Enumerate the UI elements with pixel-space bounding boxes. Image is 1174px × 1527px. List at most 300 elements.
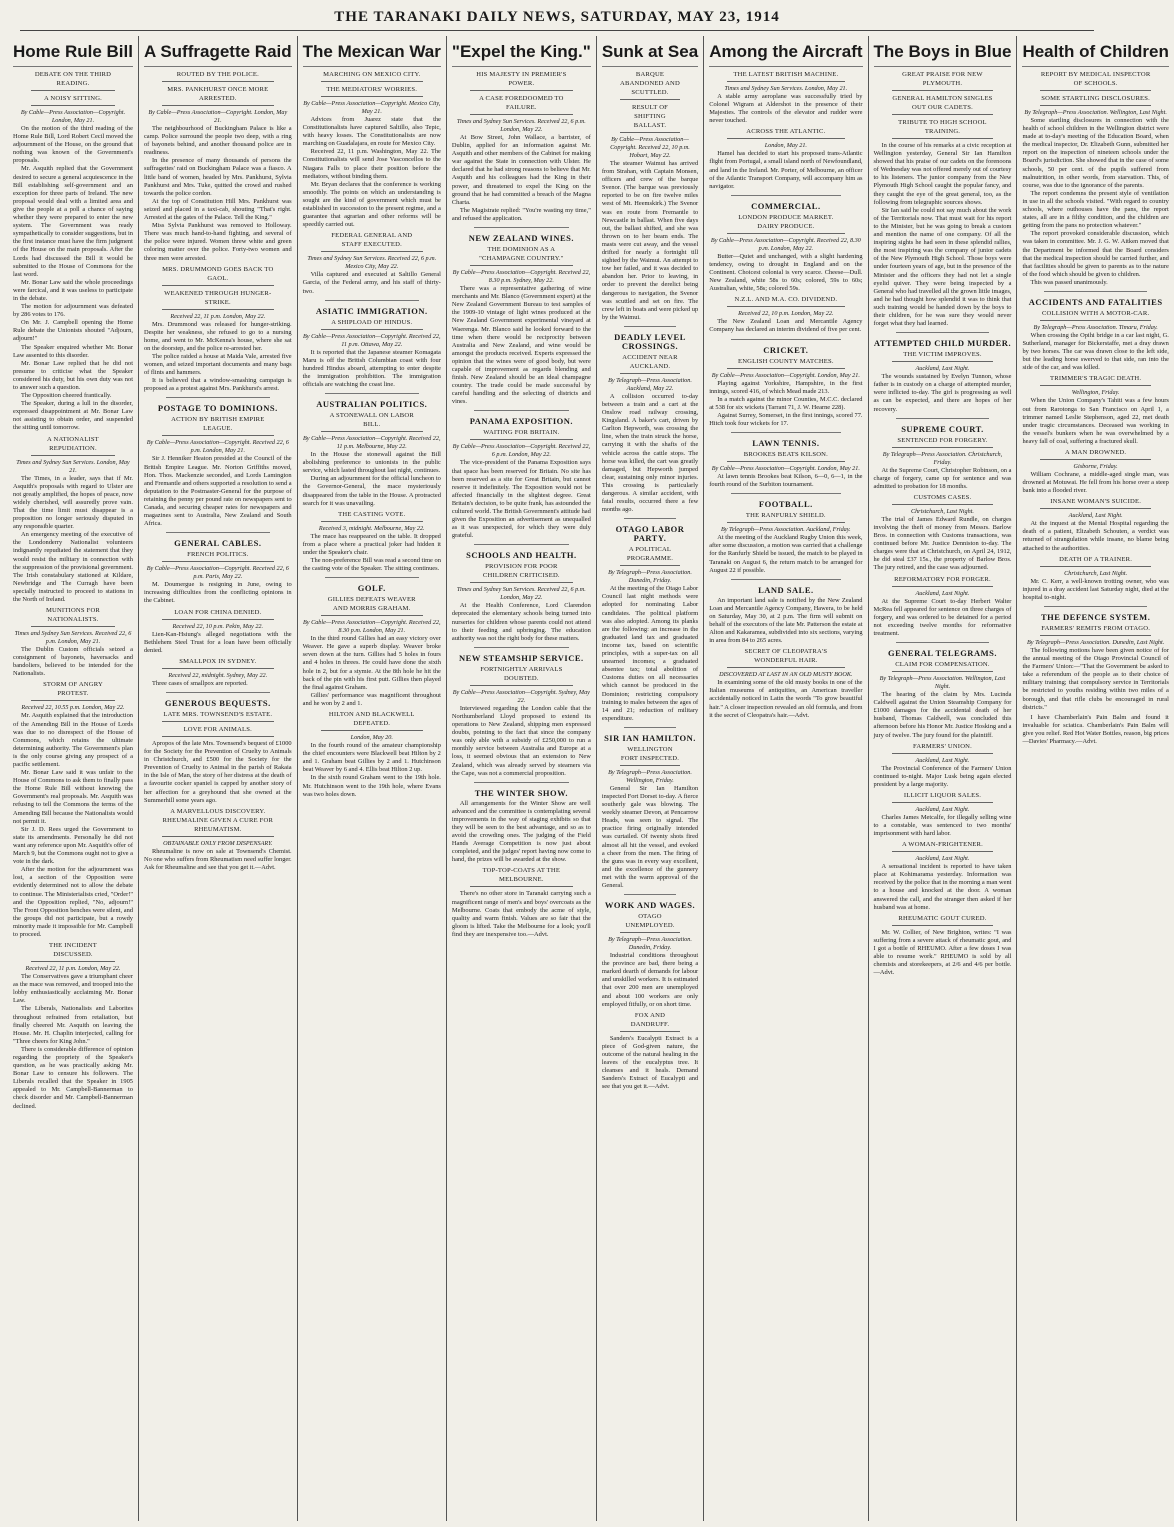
dateline: Received 22, 10 p.m. London, May 22. [738, 310, 834, 318]
dateline: By Cable—Press Association—Copyright. Received 22, 6 p.m. Paris, May 22. [146, 565, 289, 581]
article [602, 70, 698, 100]
article [303, 300, 441, 316]
article-paragraph: Mrs. Drummond was released for hunger-striking. Despite her weakness, she refused to go to a nursing home, and went to Mr. McKenna's house, where she sat on the doorstep, and the police re-arrested her. [143, 320, 292, 352]
dateline: Auckland, Last Night. [915, 805, 970, 813]
dateline: Auckland, Last Night. [915, 855, 970, 863]
article-paragraph: Sir J. D. Rees urged the Government to state its amendments. Personally he did not want any reference upon Mr. Asquith's offer of March 9, but the Commons ought not to give a vote in the dark. [13, 825, 133, 866]
article-divider [731, 432, 840, 433]
article-paragraph: The motion for adjournment was defeated by 286 votes to 176. [13, 303, 133, 319]
article-paragraph: At the Supreme Court, Christopher Robinson, on a charge of forgery, came up for sentence and was admitted to probation for 18 months. [873, 466, 1012, 490]
article-paragraph: The Provincial Conference of the Farmers' Union continued to-night. Major Lusk being again elected president by a large majority. [873, 764, 1012, 788]
article [709, 213, 862, 293]
article-paragraph: On the motion of the third reading of the Home Rule Bill, Lord Robert Cecil moved the adjournment of the House, on the ground that nothing was known of the Government's proposals. [13, 125, 133, 165]
article-subheading: LONDON PRODUCE MARKET. DAIRY PRODUCE. [727, 213, 844, 234]
article [874, 118, 1012, 328]
article-subheading: FARMERS' REMITS FROM OTAGO. [1040, 624, 1150, 636]
article [452, 94, 591, 223]
article-subheading: A NOISY SITTING. [31, 94, 115, 106]
article-headline: LAWN TENNIS. [752, 438, 820, 449]
article-paragraph: There's no other store in Taranaki carrying such a magnificent range of men's and boys' overcoats as the Melbourne. Coats that embody the acme of style, quality and warm finish. Values are so fair that the gloom is lifted. Take the Melbourne for a look; you'll find they are inexpensive too.—Advt. [451, 890, 591, 938]
article [13, 94, 133, 433]
dateline: Times and Sydney Sun Services. Received 22, 6 p.m. London, May 22. [456, 586, 586, 602]
article [874, 493, 1012, 573]
article-subheading: THE MEDIATORS' WORRIES. [321, 85, 423, 97]
article-paragraph: The vice-president of the Panama Exposition says that space has been reserved for Britain. No site has been reserved as a site for Great Britain, but cannot reserve it indefinitely. The Exposition would not be affected financially in the slightest degree. Great Britain's decision, to be quite frank, has astounded the cultured world. The British Government's attitude had given the Exposition an advertisement as unequalled as it was unexpected, for which they were duly grateful. [451, 459, 591, 540]
article [303, 710, 441, 799]
article-divider [896, 332, 990, 333]
article-paragraph: A stable army aeroplane was successfully tried by Colonel Wigram at Aldershot in the presence of their Majesties. The controls of the elevator and rudder were never touched. [709, 93, 863, 125]
article-subheading: GREAT PRAISE FOR NEW PLYMOUTH. [892, 70, 994, 91]
article-subheading: GENERAL HAMILTON SINGLES OUT OUR CADETS. [892, 94, 994, 115]
article-paragraph: Mr. Bonar Law replied that he did not presume to criticise what the Speaker considered his duty, but his own duty was not to answer such a question. [13, 359, 133, 391]
column [597, 36, 704, 1521]
dateline: Christchurch, Last Night. [1064, 569, 1128, 577]
article-paragraph: During an adjournment for the official luncheon to the Governor-General, the mace mysteriously disappeared from the table in the House. A protracted search for it was unavailing. [302, 475, 441, 507]
article-headline: ATTEMPTED CHILD MURDER. [873, 338, 1012, 349]
article [144, 415, 292, 528]
article-headline: WORK AND WAGES. [604, 900, 696, 911]
article-subheading: MRS. DRUMMOND GOES BACK TO GAOL. [162, 265, 274, 286]
article-paragraph: General Sir Ian Hamilton inspected Fort Dorset to-day. A fierce southerly gale was blowing. The weekly steamer Devon, at Pencarrow Heads, was seen to signal. The practice firing originally intended was curtailed. Of twenty shots fired almost all hit the vessel, and evoked a cheer from the men. The firing of the guns was in every way excellent, and the excellence of the gunnery met with the warm approval of the General. [601, 784, 699, 889]
dateline: By Cable—Press Association—Copyright. Received 22, 8.30 p.m. London, May 21. [303, 619, 441, 635]
article-headline: POSTAGE TO DOMINIONS. [157, 403, 278, 414]
article [602, 353, 698, 514]
article-headline: LAND SALE. [758, 584, 814, 595]
article-subheading: MUNITIONS FOR NATIONALISTS. [31, 606, 115, 627]
article [144, 657, 292, 688]
article [874, 840, 1012, 912]
article-paragraph: At lawn tennis Brookes beat Kilson, 6—0, 6—1, in the fourth round of the Surbiton tournament. [709, 473, 863, 489]
article-subheading: A SHIPLOAD OF HINDUS. [321, 318, 423, 330]
article [602, 545, 698, 723]
article-divider [166, 397, 270, 398]
article-headline: COMMERCIAL. [751, 200, 821, 211]
article-subheading: A NATIONALIST REPUDIATION. [31, 435, 115, 456]
article-headline: SCHOOLS AND HEALTH. [466, 550, 577, 561]
article-paragraph: On Mr. J. Campbell opening the Home Rule debate the Unionists shouted "Adjourn, adjourn!" [13, 319, 133, 343]
article [452, 647, 591, 663]
article-subheading: HIS MAJESTY IN PREMIER'S POWER. [470, 70, 573, 91]
article [13, 435, 133, 605]
dateline: By Cable—Press Association—Copyright. Sydney, May 22. [452, 688, 590, 704]
article-headline: PANAMA EXPOSITION. [469, 416, 573, 427]
article-divider [624, 326, 676, 327]
article [144, 532, 292, 548]
article [602, 894, 698, 910]
article-subheading: A MARVELLOUS DISCOVERY. RHEUMALINE GIVEN A CURE FOR RHEUMATISM. [162, 807, 274, 837]
article-subheading: MARCHING ON MEXICO CITY. [321, 70, 423, 82]
dateline: Times and Sydney Sun Services. London, May 21. [724, 85, 848, 92]
article [874, 70, 1012, 91]
article [452, 782, 591, 798]
column [869, 36, 1018, 1521]
article-subheading: SMALLPOX IN SYDNEY. [162, 657, 274, 669]
article [1022, 714, 1168, 746]
article-paragraph: Butter—Quiet and unchanged, with a slight hardening tendency, owing to drought in England and on the Continent. Choicest colonial is very scarce. Cheese—Dull. New Zealand, white 58s to 60s; colored, 59s to 60s; Australian, white, 58s; colored 59s. [709, 252, 863, 293]
article [144, 608, 292, 655]
article-headline: GENEROUS BEQUESTS. [164, 697, 271, 708]
article-paragraph: Mr. C. Kerr, a well-known trotting owner, who was injured in a dray accident last Saturday night, died at the hospital to-night. [1022, 577, 1169, 601]
dateline: By Telegraph—Press Association. Auckland, Friday. [720, 526, 851, 534]
article-paragraph: Industrial conditions throughout the province are bad, there being a marked dearth of demands for labour and unskilled workers. It is estimated that over 200 men are unemployed and about 100 workers are only employed fitfully, or on short time. [601, 952, 699, 1008]
article-headline: FOOTBALL. [758, 499, 813, 510]
column-headline: Sunk at Sea [602, 36, 698, 67]
article [874, 350, 1012, 413]
article-paragraph: Interviewed regarding the London cable that the Northumberland Lloyd proposed to extend its operations to New Zealand, shipping men expressed doubts, pointing to the fact that since the company was only able with a subsidy of £250,000 to run a monthly service between Australia and Europe at a loss, it seemed obvious that an extension to New Zealand, which was already served by steamers via the Cape, was not a commercial proposition. [451, 704, 591, 777]
article [13, 680, 133, 939]
article-divider [731, 493, 840, 494]
article-paragraph: The police raided a house at Maida Vale, arrested five women, and seized important documents and many bags of flints and hammers. [143, 352, 292, 377]
article [709, 195, 862, 211]
article-paragraph: Mr. Bonar Law said the whole proceedings were farcical, and it was useless to participate in the debate. [13, 278, 133, 302]
article-paragraph: The hearing of the claim by Mrs. Lucinda Caldwell against the Union Steamship Company for £1000 damages for the accidental death of her husband, Thomas Caldwell, was concluded this afternoon before his Honor Mr. Justice Hosking and a jury of twelve. The jury found for the plaintiff. [873, 691, 1012, 739]
article-paragraph: Miss Sylvia Pankhurst was removed to Holloway. There was much hand-to-hand fighting, and several of the police were injured. Women threw white and green coloring matter over the police. Forty-two women and three men were arrested. [143, 222, 292, 262]
article-divider [325, 577, 419, 578]
article-divider [731, 195, 840, 196]
article-paragraph: I have Chamberlain's Pain Balm and found it invaluable for sciatica. Chamberlain's Pain Balm will give you relief. Red Hot Water Bottles, reason, big prices—Davies' Pharmacy.—Advt. [1022, 713, 1169, 745]
dateline: By Cable—Press Association—Copyright. Received 22, 11 p.m. Melbourne, May 22. [303, 435, 441, 451]
article-divider [624, 894, 676, 895]
dateline: Received 22, midnight. Sydney, May 22. [168, 671, 268, 679]
article-paragraph: In the House the stonewall against the Bill abolishing preference to unionists in the public service, which lasted throughout last night, continues. [302, 451, 441, 475]
dateline: By Telegraph—Press Association. Timaru, Friday. [1033, 323, 1158, 331]
article-paragraph: Sir J. Henniker Heaton presided at the Council of the British Empire League. Mr. Norton Griffiths moved, Hon. Thos. Mackenzie seconded, and Lords Lamington and Fremantle and others supported a resolution to send a deputation to the Postmaster-General for the purpose of retaining the penny per pound rate on newspapers sent to Canada, and securing cheaper rates for newspapers and magazines sent to Australia, New Zealand and South Africa. [143, 455, 292, 528]
article-subheading: WELLINGTON FORT INSPECTED. [620, 745, 680, 766]
article-divider [1044, 291, 1146, 292]
article-divider [166, 532, 270, 533]
dateline: Auckland, Last Night. [915, 365, 970, 373]
article-subheading: LATE MRS. TOWNSEND'S ESTATE. [162, 710, 274, 722]
article [144, 70, 292, 82]
article-paragraph: At Bow Street, John Wallace, a barrister, of Dublin, applied for an information against Mr. Asquith and other members of the Cabinet for making war against the State in connection with Ulster. He declared that he had strong reasons to believe that Mr. Asquith and his colleagues had the King in their power, and threatened to expel the King on the ground that he had committed a breach of the Magna Charta. [451, 134, 591, 206]
article-paragraph: At the meeting of the Otago Labor Council last night methods were adopted for nominating Labor candidates. The political platform was also adopted. Among its planks are the following: an increase in the graduated land tax and graduated income tax, based on scientific principles, with a super-tax on all unearned incomes; a graduated absentee tax; total abolition of Customs duties on all necessaries which cannot be produced in the Dominion; restricting compulsory training to males between the ages of 14 and 21; reduction of military expenditure. [601, 585, 699, 722]
article-subheading: ENGLISH COUNTY MATCHES. [727, 357, 844, 369]
dateline: Received 3, midnight. Melbourne, May 22. [318, 524, 425, 532]
article [452, 70, 591, 91]
article-subheading: A STONEWALL ON LABOR BILL. [321, 411, 423, 432]
article-paragraph: Gillies' performance was magnificent throughout and he won by 2 and 1. [302, 691, 441, 707]
column-headline: Among the Aircraft [709, 36, 862, 67]
dateline: Christchurch, Last Night. [910, 507, 974, 515]
dateline: By Cable—Press Association—Copyright. Received 22, 10 p.m. Hobart, May 22. [610, 136, 690, 159]
article-headline: AUSTRALIAN POLITICS. [316, 399, 428, 410]
article-subheading: MRS. PANKHURST ONCE MORE ARRESTED. [162, 85, 274, 106]
article-paragraph: Received 22, 11 p.m. Washington, May 22. The Constitutionalists will send Jose Vasconcellos to the Niagara Falls to place their position before the mediators, without binding them. [302, 148, 441, 180]
article-paragraph: The report provoked considerable discussion, which was taken in committee. Mr. J. G. W. Aitken moved that the Department be informed that the Board considers that the medical inspection should be carried further, and that facilities should be given to parents as to the nature of the food which should be given to children. [1022, 230, 1169, 278]
article-subheading: THE DOMINION AS A "CHAMPAGNE COUNTRY." [470, 245, 573, 266]
article-subheading: DEATH OF A TRAINER. [1040, 555, 1150, 567]
article-headline: SUPREME COURT. [901, 423, 984, 434]
article [1022, 70, 1168, 91]
article [709, 450, 862, 489]
dateline: By Cable—Press Association—Copyright. Mexico City, May 21. [303, 100, 441, 115]
article-subheading: SECRET OF CLEOPATRA'S WONDERFUL HAIR. [727, 647, 844, 668]
article-headline: NEW ZEALAND WINES. [468, 233, 574, 244]
article [602, 326, 698, 351]
article [452, 428, 591, 540]
article [874, 418, 1012, 434]
article-divider [325, 300, 419, 301]
article [709, 339, 862, 355]
article-paragraph: The neighbourhood of Buckingham Palace is like a camp. Police surround the people two deep, with a ring of bayonets behind, and another thousand police are in readiness. [143, 125, 292, 157]
article [709, 493, 862, 509]
article-subheading: PROVISION FOR POOR CHILDREN CRITICISED. [470, 562, 573, 583]
article-divider [731, 579, 840, 580]
article [1022, 497, 1168, 552]
column-headline: The Boys in Blue [874, 36, 1012, 67]
article-paragraph: Apropos of the late Mrs. Townsend's bequest of £1000 for the Society for the Prevention of Cruelty to Animals in Christchurch, and £500 for the Society for the Prevention of Cruelty to Animal in the parish of Rakaia in the Isle of Man, the story of her distress at the death of a favourite cocker spaniel is capped by another story of her affection for a greyhound that she owned at the Summerhill some years ago. [143, 739, 292, 804]
article-headline: GOLF. [357, 583, 386, 594]
article [144, 710, 292, 722]
article-paragraph: M. Doumergue is resigning in June, owing to increasing difficulties from the conflicting opinions in the Cabinet. [143, 581, 292, 605]
dateline: By Telegraph—Press Association. Wellington, Last Night. [879, 675, 1006, 691]
article-headline: GENERAL TELEGRAMS. [887, 648, 997, 659]
article-headline: CRICKET. [763, 344, 809, 355]
dateline: By Telegraph—Press Association. Wellington, Friday. [608, 768, 692, 784]
article-paragraph: In a match against the minor Counties, M.C.C. declared at 538 for six wickets (Tarrant 71, J. W. Hearne 228). [709, 395, 863, 411]
article [452, 665, 591, 778]
article-paragraph: This was passed unanimously. [1030, 278, 1108, 286]
article [874, 914, 1012, 978]
article-paragraph: Mr. W. Collier, of New Brighton, writes: "I was suffering from a severe attack of rheumatic gout, and I got a bottle of RHEUMO. After a few doses I was able to resume work." RHEUMO is sold by all chemists and storekeepers, at 2/6 and 4/6 per bottle.—Advt. [873, 928, 1012, 977]
article [144, 289, 292, 394]
article-divider [624, 518, 676, 519]
article-subheading: A CASE FOREDOOMED TO FAILURE. [470, 94, 573, 115]
article-paragraph: In the sixth round Graham went to the 19th hole. Mr. Hutchinson went to the 19th hole, where Evans was two holes down. [302, 774, 441, 798]
article-paragraph: The Opposition cheered frantically. [21, 392, 112, 400]
dateline: By Telegraph—Press Association. Dunedin, Last Night. [1027, 638, 1165, 646]
article-divider [166, 692, 270, 693]
column-headline: Health of Children [1022, 36, 1168, 67]
column [139, 36, 298, 1521]
article-paragraph: Hamel has decided to start his proposed trans-Atlantic flight from Portugal, a small island north of Newfoundland, and land in the Ireland. Mr. Porter, of Melbourne, an officer of the Atlantic Transport Company, will accompany him as navigator. [709, 150, 863, 190]
dateline: OBTAINABLE ONLY FROM DISPENSARY. [163, 839, 273, 847]
article-subheading: LOAN FOR CHINA DENIED. [162, 608, 274, 620]
article-subheading: N.Z.L. AND M.A. CO. DIVIDEND. [727, 295, 844, 307]
article-headline: ACCIDENTS AND FATALITIES [1028, 296, 1163, 307]
article [874, 742, 1012, 789]
article-divider [624, 727, 676, 728]
column [8, 36, 139, 1521]
article-subheading: REPORT BY MEDICAL INSPECTOR OF SCHOOLS. [1040, 70, 1150, 91]
article-paragraph: Playing against Yorkshire, Hampshire, in the first innings, scored 416, of which Mead made 213. [709, 379, 863, 395]
article-subheading: THE LATEST BRITISH MACHINE. [727, 70, 844, 82]
article-paragraph: The Dublin Custom officials seized a consignment of bayonets, haversacks and bandoliers, believed to be intended for the Nationalists. [13, 646, 133, 678]
article [452, 800, 591, 865]
article-subheading: STORM OF ANGRY PROTEST. [31, 680, 115, 701]
article [1022, 448, 1168, 495]
article [303, 318, 441, 389]
article-subheading: TOP-TOP-COATS AT THE MELBOURNE. [470, 866, 573, 887]
article-paragraph: Mr. Bonar Law said it was unfair to the House of Commons to ask them to finally pass the Home Rule Bill without knowing the Government's real proposals. Mr. Asquith was refusing to tell the Commons the terms of the Amending Bill because the Nationalists would not permit it. [13, 769, 133, 825]
article [144, 397, 292, 413]
article [602, 912, 698, 1009]
column [704, 36, 868, 1521]
article-divider [474, 410, 569, 411]
dateline: Received 22, 10.55 p.m. London, May 22. [21, 704, 125, 712]
article [452, 245, 591, 406]
column [1017, 36, 1173, 1521]
article-divider [474, 544, 569, 545]
dateline: DISCOVERED AT LAST IN AN OLD MUSTY BOOK. [719, 671, 853, 679]
article [452, 544, 591, 560]
article-subheading: CUSTOMS CASES. [892, 493, 994, 505]
article [709, 127, 862, 190]
article-subheading: ACTION BY BRITISH EMPIRE LEAGUE. [162, 415, 274, 436]
article-paragraph: In the course of his remarks at a civic reception at Wellington yesterday, General Sir Ian Hamilton showed that his praise of our cadets on the forenoons of Wednesday was not offered merely out of courtesy to his listeners. The junior company from the New Plymouth High School caught the popular fancy, and they caught the eye of the great general, too, as the following from telegraphic sources shows. [873, 142, 1012, 206]
dateline: Auckland, Last Night. [915, 756, 970, 764]
article [874, 575, 1012, 638]
article-paragraph: The wounds sustained by Evelyn Tunnon, whose father is in custody on a charge of attempted murder, were inflicted to-day. The girl is progressing as well as can be expected, and there are hopes of her recovery. [873, 373, 1012, 413]
dateline: By Cable—Press Association—Copyright. London, May 21. [711, 465, 860, 473]
article-paragraph: An emergency meeting of the executive of the Londonderry Nationalist volunteers indignantly repudiated the statement that they would resist the military in connection with the suppression of the provisional government. The Irish constabulary stationed at Kildare, Newbridge and The Curragh have been specially instructed to proceed to stations in the North of Ireland. [13, 531, 133, 603]
article-paragraph: At the meeting of the Auckland Rugby Union this week, after some discussion, a motion was carried that a challenge for the Ranfurly Shield be issued, the match to be played in Taranaki on August 6, the return match to be arranged for August 22 if possible. [709, 534, 863, 574]
article [144, 692, 292, 708]
article-subheading: SENTENCED FOR FORGERY. [892, 436, 994, 448]
article-paragraph: An important land sale is notified by the New Zealand Loan and Mercantile Agency Company, Hawera, to be held on Saturday, May 30, at 2 p.m. The firm will submit on behalf of the executors of the late Mr. Patterson the estate at Alton and Kakaramea, subdivided into six sections, varying in area from 84 to 265 acres. [709, 596, 863, 645]
article-paragraph: Advices from Juarez state that the Constitutionalists have captured Saltillo, also Tepic, with heavy losses. The Constitutionalists are now marching on Guadalajara, en route for Mexico City. [302, 116, 441, 148]
article-subheading: DEBATE ON THE THIRD READING. [31, 70, 115, 91]
article-subheading: LOVE FOR ANIMALS. [162, 725, 274, 737]
article-paragraph: Mr. Asquith explained that the introduction of the Amending Bill in the House of Lords was due to no disrespect of the House of Commons, which retains the ultimate determining authority. The Government's plan is the only course giving any prospect of a pacific settlement. [13, 712, 133, 768]
article [709, 597, 862, 646]
article-paragraph: Sanders's Eucalypti Extract is a piece of God-given nature, the outcome of the natural healing in the leaves of the eucalyptus tree. It cleanses and it heals. Demand Sanders's Extract of Eucalypti and see that you get it.—Advt. [601, 1034, 699, 1091]
article-divider [1044, 606, 1146, 607]
article-paragraph: The Liberals, Nationalists and Laborites throughout refrained from retaliation, but finally cheered Mr. Asquith on leaving the House. Mr. H. Chaplin interjected, calling for "Three cheers for King John." [13, 1005, 133, 1045]
article-paragraph: A sensational incident is reported to have taken place at Kohimarama yesterday. Information was received by the police that in the morning a man went to a house and knocked at the door. A woman answered the call, and the stranger then asked if her husband was at home. [873, 863, 1012, 911]
dateline: By Telegraph—Press Association. Dunedin, Friday. [608, 936, 692, 952]
article [452, 410, 591, 426]
article-divider [474, 227, 569, 228]
article-paragraph: The Times, in a leader, says that if Mr. Asquith's proposals with regard to Ulster are not greatly amplified, the hopes of peace, now widely cherished, will assuredly prove vain. That the time limit must disappear is a proposition no longer seriously disputed in any responsible quarter. [13, 474, 133, 531]
column-headline: A Suffragette Raid [144, 36, 292, 67]
dateline: Times and Sydney Sun Services. Received 22, 6 p.m. London, May 22. [456, 118, 586, 133]
dateline: Wellington, Friday. [1071, 389, 1120, 397]
article-subheading: FOX AND DANDRUFF. [620, 1011, 680, 1032]
article-paragraph: There is considerable difference of opinion regarding the propriety of the Speaker's question, as he was practically asking Mr. Bonar Law to censure his followers. The Liberals recalled that the Speaker in 1905 appealed to Mr. Campbell-Bannerman to check disorder and Mr. Campbell-Bannerman declined. [13, 1045, 133, 1110]
article [874, 791, 1012, 838]
article-paragraph: William Cochrane, a middle-aged single man, was drowned at Motuwai. He fell from his horse over a steep bank into a flooded river. [1022, 471, 1169, 495]
article-subheading: THE CASTING VOTE. [321, 510, 423, 522]
article-paragraph: Mr. Asquith replied that the Government desired to secure a general acquiescence in the Bill establishing self-government and an exception for three parts of Ireland. The new proposal would deal with a limited area and give the people at a poll a chance of saying whether they were prepared to enter the new system. The Government was ready sympathetically to consider suggestions, but in the first instance must have the firm judgment of the House on the main proposals. After the Lords had discussed the Bill it would be submitted to the House of Commons for the last word. [13, 165, 133, 278]
article-paragraph: In the presence of many thousands of persons the suffragettes' raid on Buckingham Palace was a fiasco. A little band of women, headed by Mrs. Pankhurst, Sylvia Pankhurst and Mrs. Tuke, quitted the crowd and rushed towards the police cordon. [143, 157, 292, 197]
masthead: THE TARANAKI DAILY NEWS, SATURDAY, MAY 23, 1914 [20, 4, 1094, 31]
article-subheading: BARQUE ABANDONED AND SCUTTLED. [620, 70, 680, 100]
article-subheading: BROOKES BEATS KILSON. [727, 450, 844, 462]
article-subheading: ACCIDENT NEAR AUCKLAND. [620, 353, 680, 374]
article-subheading: THE VICTIM IMPROVES. [892, 350, 994, 362]
article [452, 227, 591, 243]
dateline: By Cable—Press Association—Copyright. Received 22, 6 p.m. London, May 22. [452, 443, 591, 459]
article-paragraph: At the top of Constitution Hill Mrs. Pankhurst was seized and placed in a taxi-cab, shouting "That's right. Arrested at the gates of the Palace. Tell the King." [143, 197, 292, 222]
article [874, 94, 1012, 115]
article-paragraph: The Magistrate replied: "You're wasting my time," and refused the application. [451, 206, 591, 222]
dateline: By Cable—Press Association—Copyright. Received 22, 11 p.m. Ottawa, May 22. [303, 332, 441, 348]
dateline: By Telegraph—Press Association. Wellington, Last Night. [1024, 109, 1167, 116]
article-subheading: GILLIES DEFEATS WEAVER AND MORRIS GRAHAM. [321, 595, 423, 616]
article-subheading: INSANE WOMAN'S SUICIDE. [1040, 497, 1150, 509]
article-paragraph: The report condemns the present style of ventilation in use in all the schools visited. "With regard to country schools, where outhouses have the pans, the report states, all are in a filthy condition, and the children are getting from the pans no protection whatever." [1022, 189, 1169, 230]
dateline: Times and Sydney Sun Services. Received 22, 6 p.m. Mexico City, May 22. [307, 255, 437, 271]
article [1022, 309, 1168, 372]
article [144, 85, 292, 263]
article [303, 411, 441, 508]
article-subheading: ACROSS THE ATLANTIC. [727, 127, 844, 139]
article-paragraph: There was a representative gathering of wine merchants and Mr. Blanco (Government expert) at the New Zealand Government Bureau to test samples of the 1909-10 vintage of light wines produced at the New Zealand Government experimental vineyard at Waerenga. Mr. Blanco said he looked forward to the time when there would be reciprocity between Australia and New Zealand, and wine would be amongst the products received. Experts expressed the opinion that the wines were of good body, but were capable of improvement as regards blending and finish. New Zealand should be an ideal champagne country. The trade could be made successful by careful handling and the selecting of districts and vines. [451, 285, 591, 406]
article-paragraph: The Speaker, during a lull in the disorder, expressed disappointment at Mr. Bonar Law not assisting to obtain order, and suspended the sitting until tomorrow. [13, 400, 133, 432]
article-paragraph: Mr. Bryan declares that the conference is working smoothly. The points on which an understanding is sought are the kind of government which must be established in succession to the present regime, and a guarantee that agrarian and other reforms will be speedily carried out. [302, 180, 441, 229]
article-subheading: FARMERS' UNION. [892, 742, 994, 754]
article [602, 727, 698, 743]
article-paragraph: All arrangements for the Winter Show are well advanced and the committee is contemplating several improvements in the way of staging exhibits so that they will be seen to the best advantage, and so as to avoid the crowding ones. The judging of the Field Hands Average Competition is now just about completed, and the judges' report having now come to hand, the prizes will be awarded at the show. [451, 799, 591, 864]
dateline: By Telegraph—Press Association. Dunedin, Friday. [608, 569, 692, 585]
dateline: Auckland, Last Night. [915, 589, 970, 597]
article-paragraph: The following motions have been given notice of for the annual meeting of the Otago Provincial Council of the Farmers' Union:—"That the Government be asked to take a referendum of the people as to their choice of military training; that compulsory service in Territorials be restricted to youths residing within two miles of a borough, and that rifle clubs be encouraged in rural districts." [1022, 646, 1169, 711]
article-subheading: TRIBUTE TO HIGH SCHOOL TRAINING. [892, 118, 994, 139]
article [602, 1011, 698, 1092]
article-headline: DEADLY LEVEL CROSSINGS. [614, 331, 686, 351]
article-paragraph: In the third round Gillies had an easy victory over Weaver. He gave a superb display. Weaver broke seven down at the turn. Gillies had 5 holes in fours and 4 holes in threes. He could have done the sixth hole in 2, but for a stymie. At the 8th hole he hit the back of the pin with his first putt. Gillies then played the final against Graham. [302, 635, 441, 691]
column [298, 36, 447, 1521]
article-paragraph: The Conservatives gave a triumphant cheer as the mace was removed, and trooped into the lobby enthusiastically acclaiming Mr. Bonar Law. [13, 973, 133, 1005]
dateline: Gisborne, Friday. [1073, 463, 1118, 470]
article [303, 85, 441, 229]
article [13, 606, 133, 678]
article-subheading: RESULT OF SHIFTING BALLAST. [620, 103, 680, 133]
article-paragraph: The trial of James Edward Rundle, on charges involving the theft of money from Messrs. Barlow Bros. in connection with Customs transactions, was continued before Mr. Justice Denniston to-day. The charges were that at Christchurch, on April 24, 1912, he did steal £37 15s., the property of Barlow Bros. The jury retired, and the case was adjourned. [873, 515, 1012, 572]
dateline: By Telegraph—Press Association. Auckland, May 22. [608, 376, 692, 392]
article-divider [896, 418, 990, 419]
article-subheading: WEAKENED THROUGH HUNGER-STRIKE. [162, 289, 274, 310]
article [874, 436, 1012, 491]
article-subheading: FRENCH POLITICS. [162, 550, 274, 562]
dateline: By Cable—Press Association—Copyright. Received 22, 6 p.m. London, May 21. [146, 439, 289, 455]
article-subheading: TRIMMER'S TRAGIC DEATH. [1040, 374, 1150, 386]
article-subheading: REFORMATORY FOR FORGER. [892, 575, 994, 587]
dateline: Received 22, 10 p.m. Pekin, May 22. [172, 622, 264, 630]
dateline: London, May 21. [764, 142, 807, 150]
article [452, 562, 591, 642]
article [13, 70, 133, 91]
dateline: By Cable—Press Association—Copyright. Received 22, 8.30 p.m. London, May 22. [710, 236, 861, 252]
article-paragraph: When the Union Company's Tahiti was a few hours out from Rarotonga to San Francisco on April 1, a trimmer named Leslie Stephenson, aged 22, met death under tragic circumstances. Deceased was working in the vessel's bunkers when he was overwhelmed by a heavy fall of coal, suffering a fractured skull. [1022, 397, 1169, 445]
column-grid [8, 36, 1169, 1521]
article-paragraph: Some startling disclosures in connection with the health of school children in the Wellington district were made at to-day's meeting of the Education Board, when the medical inspector, Dr. Elizabeth Gunn, submitted her report on the inspection of nineteen schools under the Board's jurisdiction. She showed that in the case of some schools, 50 per cent. of the pupils suffered from malnutrition, in other words, from starvation. This, of course, was due to the ignorance of the parents. [1022, 117, 1169, 189]
article [303, 70, 441, 82]
article-subheading: THE INCIDENT DISCUSSED. [31, 941, 115, 962]
article [874, 642, 1012, 658]
article-subheading: A POLITICAL PROGRAMME. [620, 545, 680, 566]
article-subheading: HILTON AND BLACKWELL DEFEATED. [321, 710, 423, 731]
article [1022, 555, 1168, 602]
article [709, 295, 862, 334]
article-paragraph: When crossing the Opihi bridge in a car last night, G. Sutherland, manager for Bickerstaffe, met a dray drawn by two horses. The car was drawn close to the left side, but the leading horse swerved to that side, ran into the side of the car, and was killed. [1022, 331, 1169, 372]
dateline: London, May 20. [350, 734, 393, 742]
article-subheading: THE RANFURLY SHIELD. [727, 511, 844, 523]
article-paragraph: Rheumaline is now on sale at Townsend's Chemist. No one who suffers from Rheumatism need suffer longer. Ask for Rheumaline and see that you get it.—Advt. [143, 847, 292, 871]
article [602, 518, 698, 543]
article-subheading: SOME STARTLING DISCLOSURES. [1040, 94, 1150, 106]
dateline: By Cable—Press Association—Copyright. London, May 21. [148, 109, 288, 124]
article-paragraph: Charles James Metcalfe, for illegally selling wine to a constable, was sentenced to two months' imprisonment with hard labor. [873, 813, 1012, 838]
article-subheading: ROUTED BY THE POLICE. [162, 70, 274, 82]
dateline: Received 22, 11 p.m. London, May 22. [170, 312, 266, 320]
article [709, 357, 862, 429]
article-divider [325, 393, 419, 394]
article [874, 332, 1012, 348]
article-paragraph: Three cases of smallpox are reported. [151, 679, 248, 687]
article-paragraph: The steamer Waimui has arrived from Strahan, with Captain Monsen, officers and crew of the barque Svenor. (The barque was previously reported to be on fire twelve miles west of Mt. Heemskirk.) The Svenor was en route from Fremantle to Newcastle in ballast. When five days out, the ballast shifted, and she was thrown on to her beam ends. The masts were cut away, and the vessel drifted for nearly a fortnight till sighted by the Waimui. An attempt to tow her failed, and it was decided to abandon her. Prior to leaving, in order to prevent the derelict being dangerous to navigation, the Svenor was scuttled and set on fire. The crew left in boats and were picked up by the Waimui. [601, 160, 699, 321]
